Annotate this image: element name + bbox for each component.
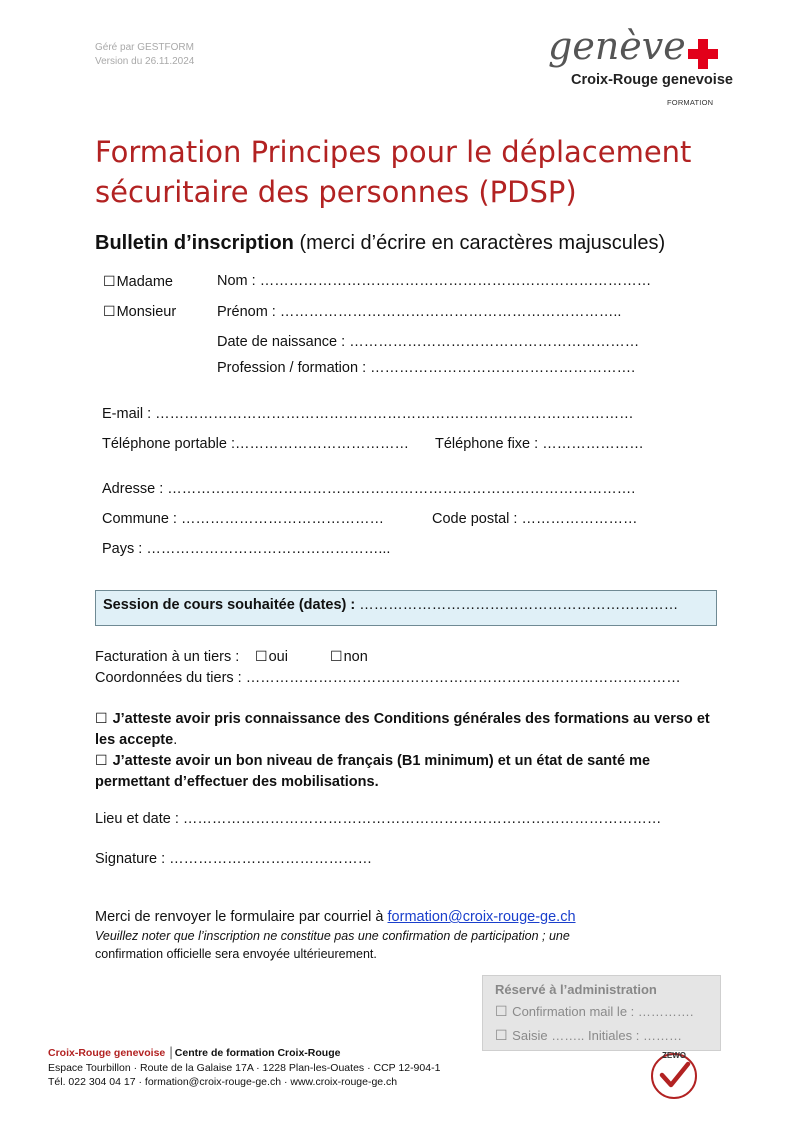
address-field[interactable]: Adresse : ……………………………………………………………………………………. [102, 481, 636, 497]
return-instructions [95, 909, 576, 925]
signature-field[interactable]: Signature : …………………………………… [95, 851, 373, 867]
return-text: Merci de renvoyer le formulaire par courriel à [95, 909, 388, 925]
admin-entry-line [495, 1028, 682, 1044]
page-title: Formation Principes pour le déplacement sécuritaire des personnes (PDSP) [95, 135, 692, 209]
nom-field[interactable]: Nom : ……………………………………………………………………… [217, 273, 652, 289]
billing-third-party-label: Facturation à un tiers : [95, 649, 240, 665]
zewo-text: ZEWO [662, 1051, 686, 1060]
birthdate-field[interactable]: Date de naissance : …………………………………………………… [217, 334, 640, 350]
landline-phone-field[interactable]: Téléphone fixe : ………………… [435, 436, 644, 452]
attest-language-checkbox[interactable] [95, 751, 715, 793]
note-italic: Veuillez noter que l’inscription ne constitue pas une confirmation de participation ; une [95, 929, 570, 943]
form-subtitle [95, 232, 665, 255]
profession-field[interactable]: Profession / formation : ………………………………………………. [217, 360, 636, 376]
zewo-seal-icon [646, 1048, 702, 1100]
admin-confirmation-line [495, 1004, 694, 1020]
billing-yes-checkbox[interactable] [255, 649, 288, 665]
red-cross-icon [688, 39, 718, 69]
country-field[interactable]: Pays : …………………………………………... [102, 541, 391, 557]
admin-reserved-box [482, 975, 721, 1051]
session-label: Session de cours souhaitée (dates) : [103, 597, 356, 613]
version-text: Version du 26.11.2024 [95, 56, 195, 67]
attest-conditions-checkbox[interactable] [95, 709, 715, 751]
checkbox-icon: ☐ [495, 1004, 508, 1020]
checkbox-icon: ☐ [95, 711, 108, 727]
footer-address: Espace Tourbillon · Route de la Galaise 17A · 1228 Plan-les-Ouates · CCP 12-904-1 [48, 1062, 441, 1074]
attest-language-text: J’atteste avoir un bon niveau de français (B1 minimum) et un état de santé me permettant d’effectuer des mobilisations. [95, 753, 651, 790]
third-party-details-field[interactable]: Coordonnées du tiers : ……………………………………………………………………………… [95, 670, 681, 686]
place-date-field[interactable]: Lieu et date : ……………………………………………………………………………………… [95, 811, 662, 827]
monsieur-label: Monsieur [116, 304, 177, 320]
managed-by-text: Géré par GESTFORM [95, 42, 194, 53]
logo-tag: FORMATION [667, 98, 714, 107]
madame-checkbox[interactable] [103, 274, 173, 290]
billing-no-checkbox[interactable] [330, 649, 368, 665]
footer-org: Croix-Rouge genevoise [48, 1047, 166, 1059]
footer-org-line [48, 1046, 340, 1060]
footer-contact: Tél. 022 304 04 17 · formation@croix-rouge-ge.ch · www.croix-rouge-ge.ch [48, 1076, 398, 1088]
footer-separator: │ [165, 1047, 175, 1059]
admin-confirmation-text: Confirmation mail le : …………. [508, 1004, 694, 1019]
geneve-logo-script: genève [548, 24, 686, 68]
checkbox-icon: ☐ [95, 753, 108, 769]
logo-org-name: Croix-Rouge genevoise [571, 72, 733, 88]
checkbox-icon: ☐ [330, 649, 343, 665]
no-label: non [343, 649, 368, 665]
monsieur-checkbox[interactable] [103, 304, 176, 320]
admin-entry-text: Saisie …….. Initiales : ……… [508, 1028, 682, 1043]
session-dots: ………………………………………………………… [355, 597, 679, 613]
prenom-field[interactable]: Prénom : …………………………………………………………….. [217, 304, 622, 320]
checkbox-icon: ☐ [103, 274, 116, 290]
footer-centre: Centre de formation Croix-Rouge [174, 1047, 341, 1059]
subtitle-bold: Bulletin d’inscription [95, 232, 294, 254]
mobile-phone-field[interactable]: Téléphone portable :……………………………… [102, 436, 410, 452]
email-field[interactable]: E-mail : ……………………………………………………………………………………… [102, 406, 634, 422]
checkbox-icon: ☐ [103, 304, 116, 320]
checkbox-icon: ☐ [495, 1028, 508, 1044]
admin-title: Réservé à l’administration [495, 982, 657, 997]
checkbox-icon: ☐ [255, 649, 268, 665]
postal-code-field[interactable]: Code postal : …………………… [432, 511, 638, 527]
commune-field[interactable]: Commune : …………………………………… [102, 511, 384, 527]
madame-label: Madame [116, 274, 173, 290]
attest-conditions-period: . [173, 732, 178, 748]
email-link[interactable]: formation@croix-rouge-ge.ch [387, 909, 576, 925]
subtitle-rest: (merci d’écrire en caractères majuscules) [293, 232, 666, 254]
note-plain: confirmation officielle sera envoyée ultérieurement. [95, 947, 377, 961]
session-dates-field[interactable] [95, 590, 717, 626]
yes-label: oui [268, 649, 288, 665]
attest-conditions-text: J’atteste avoir pris connaissance des Conditions générales des formations au verso et les accepte [95, 711, 710, 748]
